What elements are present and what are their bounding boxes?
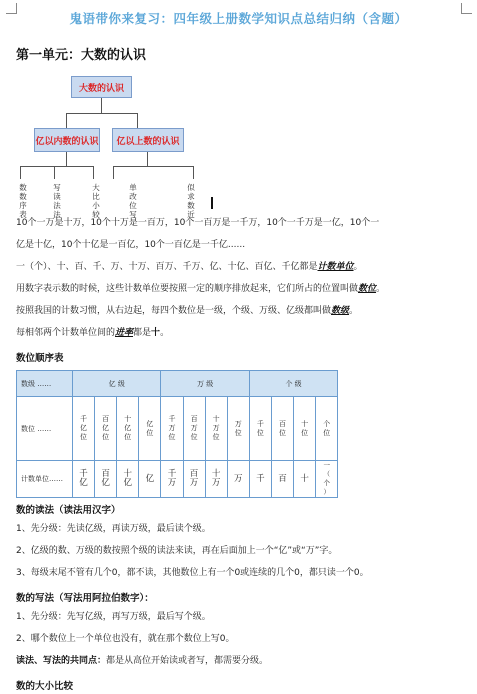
digit-cell: 亿 位 bbox=[139, 397, 161, 461]
diagram-connector bbox=[193, 166, 194, 179]
paragraph-base-rate bbox=[16, 328, 471, 339]
digit-cell: 十 位 bbox=[294, 397, 316, 461]
digit-cell: 千 万 位 bbox=[161, 397, 183, 461]
unit-cell: 千 亿 bbox=[73, 461, 95, 498]
section-title-compare: 数的大小比较 bbox=[16, 681, 74, 692]
diagram-left-node: 亿以内数的认识 bbox=[34, 128, 100, 152]
diagram-leaf: 数数序表 bbox=[19, 183, 27, 219]
diagram-connector bbox=[20, 166, 93, 167]
digit-cell: 千 位 bbox=[249, 397, 271, 461]
label-text: 数级 bbox=[21, 379, 35, 388]
diagram-root-node: 大数的认识 bbox=[71, 76, 132, 98]
dots: …… bbox=[49, 475, 63, 483]
digit-cell: 百 位 bbox=[271, 397, 293, 461]
diagram-connector bbox=[66, 113, 138, 114]
unit-cell: 千 万 bbox=[161, 461, 183, 498]
diagram-leaf: 写读法法 bbox=[53, 183, 61, 219]
unit-cell: 百 bbox=[271, 461, 293, 498]
paragraph-text: 。 bbox=[160, 328, 170, 338]
diagram-connector bbox=[147, 152, 148, 166]
section-title-writing: 数的写法（写法用阿拉伯数字）： bbox=[16, 593, 154, 604]
section-title-reading: 数的读法（读法用汉字） bbox=[16, 505, 121, 516]
row-label-level bbox=[17, 371, 73, 397]
paragraph-text: 按照我国的计数习惯，从右边起，每四个数位是一级，个级、万级、亿级都叫做 bbox=[16, 306, 332, 316]
paragraph-text: 。 bbox=[349, 306, 359, 316]
common-point-text: 都是从高位开始读或者写，都需要分级。 bbox=[106, 656, 269, 666]
level-wan: 万 级 bbox=[161, 371, 249, 397]
dots: …… bbox=[37, 379, 52, 388]
paragraph-units-line2: 亿是十亿，10个十亿是一百亿，10个一百亿是一千亿...... bbox=[16, 240, 246, 250]
dots: …… bbox=[37, 424, 52, 433]
paragraph-digit-level bbox=[16, 306, 471, 317]
place-value-table bbox=[16, 370, 338, 498]
diagram-connector bbox=[101, 98, 102, 113]
term-ten: 十 bbox=[151, 328, 161, 338]
diagram-connector bbox=[54, 166, 55, 179]
section-title-place-value-table: 数位顺序表 bbox=[16, 353, 64, 364]
digit-cell: 十 万 位 bbox=[205, 397, 227, 461]
paragraph-text: 。 bbox=[376, 284, 386, 294]
row-label-unit bbox=[17, 461, 73, 498]
paragraph-text: 都是 bbox=[133, 328, 152, 338]
level-yi: 亿 级 bbox=[73, 371, 161, 397]
text-cursor bbox=[211, 197, 213, 209]
paragraph-counting-units bbox=[16, 262, 471, 273]
diagram-connector bbox=[113, 166, 193, 167]
unit-cell: 十 bbox=[294, 461, 316, 498]
digit-cell: 千 亿 位 bbox=[73, 397, 95, 461]
writing-rule: 1、先分级：先写亿级，再写万级，最后写个级。 bbox=[16, 612, 211, 622]
unit-cell: 百 万 bbox=[183, 461, 205, 498]
digit-cell: 万 位 bbox=[227, 397, 249, 461]
document-title: 鬼语带你来复习：四年级上册数学知识点总结归纳（含题） bbox=[69, 11, 408, 26]
paragraph-text: 用数字表示数的时候，这些计数单位要按照一定的顺序排放起来，它们所占的位置叫做 bbox=[16, 284, 359, 294]
reading-rule: 3、每级末尾不管有几个0，都不读，其他数位上有一个0或连续的几个0，都只读一个0。 bbox=[16, 568, 369, 578]
unit-cell: 一 （ 个 ） bbox=[316, 461, 338, 498]
term-digit-level: 数级 bbox=[331, 306, 350, 316]
digit-cell: 十 亿 位 bbox=[117, 397, 139, 461]
digit-cell: 个 位 bbox=[316, 397, 338, 461]
paragraph-text: 。 bbox=[353, 262, 363, 272]
term-counting-unit: 计数单位 bbox=[317, 262, 354, 272]
row-label-digit bbox=[17, 397, 73, 461]
diagram-leaf: 单改位写 bbox=[129, 183, 137, 219]
paragraph-text: 一（个）、十、百、千、万、十万、百万、千万、亿、十亿、百亿、千亿都是 bbox=[16, 262, 318, 272]
paragraph-text: 每相邻两个计数单位间的 bbox=[16, 328, 116, 338]
diagram-right-node: 亿以上数的认识 bbox=[112, 128, 184, 152]
unit-cell: 千 bbox=[249, 461, 271, 498]
diagram-connector bbox=[66, 113, 67, 128]
reading-rule: 1、先分级：先读亿级，再读万级，最后读个级。 bbox=[16, 524, 211, 534]
digit-cell: 百 万 位 bbox=[183, 397, 205, 461]
diagram-connector bbox=[137, 113, 138, 128]
term-digit-place: 数位 bbox=[358, 284, 377, 294]
digit-cell: 百 亿 位 bbox=[95, 397, 117, 461]
unit-cell: 万 bbox=[227, 461, 249, 498]
diagram-connector bbox=[20, 166, 21, 179]
diagram-connector bbox=[113, 166, 114, 179]
unit-title: 第一单元：大数的认识 bbox=[16, 48, 147, 63]
common-point-label: 读法、写法的共同点： bbox=[16, 656, 107, 666]
label-text: 计数单位 bbox=[21, 475, 49, 483]
reading-rule: 2、亿级的数、万级的数按照个级的读法来读，再在后面加上一个“亿”或“万”字。 bbox=[16, 546, 338, 556]
level-ge: 个 级 bbox=[249, 371, 337, 397]
paragraph-units-line1: 10个一万是十万，10个十万是一百万，10个一百万是一千万，10个一千万是一亿，10个一 bbox=[16, 218, 380, 228]
label-text: 数位 bbox=[21, 424, 35, 433]
paragraph-digit-place bbox=[16, 284, 471, 295]
term-base-rate: 进率 bbox=[115, 328, 134, 338]
unit-cell: 亿 bbox=[139, 461, 161, 498]
unit-cell: 百 亿 bbox=[95, 461, 117, 498]
diagram-connector bbox=[93, 166, 94, 179]
diagram-connector bbox=[66, 152, 67, 166]
common-point bbox=[16, 656, 471, 667]
diagram-leaf: 似求数近 bbox=[187, 183, 195, 219]
unit-cell: 十 万 bbox=[205, 461, 227, 498]
unit-cell: 十 亿 bbox=[117, 461, 139, 498]
writing-rule: 2、哪个数位上一个单位也没有，就在那个数位上写0。 bbox=[16, 634, 235, 644]
diagram-leaf: 大比小较 bbox=[92, 183, 100, 219]
